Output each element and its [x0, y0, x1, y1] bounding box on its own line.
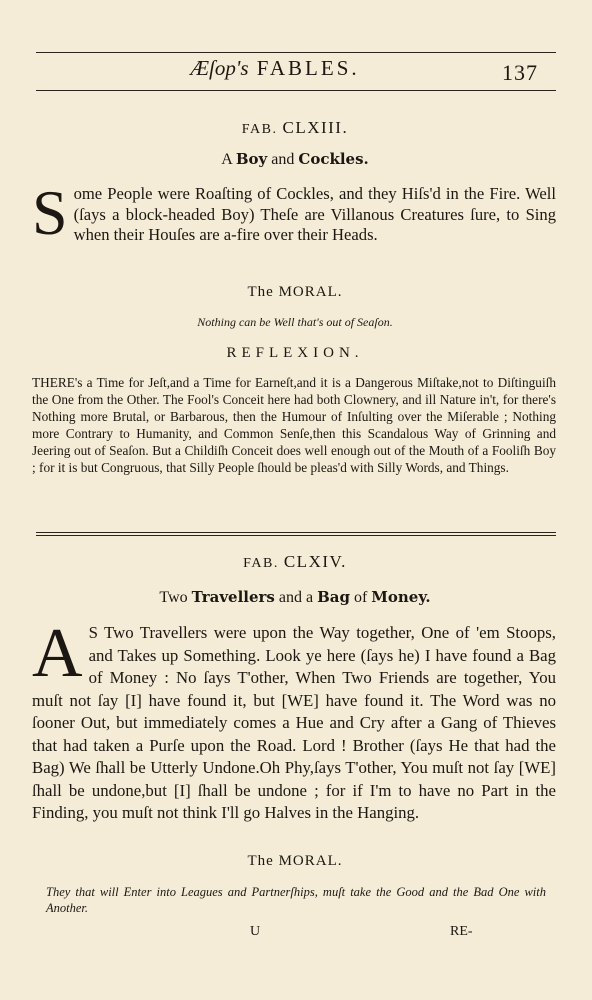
- fable2-title-word3: Money.: [371, 588, 431, 606]
- fable1-moral-heading: The MORAL.: [247, 284, 343, 300]
- fable2-dropcap: A: [32, 615, 83, 692]
- fable1-title-mid: and: [271, 151, 295, 168]
- fable1-dropcap: S: [32, 177, 68, 248]
- section-divider: [36, 532, 556, 536]
- fable2-title: [30, 588, 560, 607]
- fable2-number-prefix: FAB.: [243, 556, 279, 571]
- reflexion-text: THERE's a Time for Jeſt,and a Time for Earneſt,and it is a Dangerous Miſtake,not to Diſtinguiſh the One from the Other. The Fool's Conceit here had both Clownery, and ill Nature in't, for there's Nothing more Brutal, or Barbarous, then the Humour of Inſulting over the Miſerable ; Nothing more Contrary to Humanity, and Common Senſe,then this Scandalous Way of Grinning and Jeering out of Seaſon. But a Childiſh Conceit does well enough out of the Mouth of a Fooliſh Boy ; for it is but Congruous, that Silly People ſhould be pleas'd with Silly Words, and Things.: [32, 375, 556, 475]
- fable1-title-word1: Boy: [235, 150, 268, 168]
- fable2-number: [30, 552, 560, 572]
- catchword: RE-: [450, 924, 473, 939]
- fable2-text: S Two Travellers were upon the Way together, One of 'em Stoops, and Takes up Something. Look ye here (ſays he) I have found a Bag of Money : No ſays T'other, When Two Friends are together, You muſt not ſay [I] have found it, but [WE] have found it. The Word was no ſooner Out, but immediately comes a Hue and Cry after a Gang of Thieves that had taken a Purſe upon the Road. Lord ! Brother (ſays He that had the Bag) We ſhall be Utterly Undone.Oh Phy,ſays T'other, You muſt not ſay [WE] ſhall be undone,but [I] ſhall be undone ; for if I'm to have no Part in the Finding, you muſt not think I'll go Halves in the Hanging.: [32, 623, 556, 822]
- fable1-title: [30, 150, 560, 169]
- fable1-moral: Nothing can be Well that's out of Seaſon.: [197, 315, 393, 329]
- fable2-title-pre: Two: [159, 589, 188, 606]
- fable2-body: [32, 615, 556, 825]
- fable2-title-word1: Travellers: [191, 588, 275, 606]
- fable2-number-value: CLXIV.: [283, 552, 347, 571]
- fable2-moral-heading: The MORAL.: [247, 853, 343, 869]
- fable1-number: [30, 118, 560, 138]
- fable1-body: [32, 177, 556, 248]
- fable2-title-word2: Bag: [317, 588, 350, 606]
- header-rule: [36, 90, 556, 91]
- header-title-italic: Æſop's: [190, 56, 249, 80]
- fable1-title-pre: A: [221, 151, 232, 168]
- fable1-number-value: CLXIII.: [282, 118, 349, 137]
- reflexion-heading: REFLEXION.: [226, 345, 364, 361]
- page-number: 137: [502, 60, 538, 85]
- fable2-title-mid: and a: [278, 589, 314, 606]
- signature-mark: U: [250, 924, 261, 939]
- header-title-caps: FABLES.: [256, 56, 360, 80]
- top-rule: [36, 52, 556, 53]
- fable2-moral: They that will Enter into Leagues and Partnerſhips, muſt take the Good and the Bad One with Another.: [46, 885, 546, 915]
- fable2-title-mid2: of: [353, 589, 368, 606]
- running-header: [40, 56, 510, 81]
- fable1-text: ome People were Roaſting of Cockles, and they Hiſs'd in the Fire. Well (ſays a block-headed Boy) Theſe are Villanous Creatures ſure, to Sing when their Houſes are a-fire over their Heads.: [73, 184, 556, 244]
- fable1-number-prefix: FAB.: [241, 122, 278, 137]
- fable1-title-word2: Cockles.: [298, 150, 369, 168]
